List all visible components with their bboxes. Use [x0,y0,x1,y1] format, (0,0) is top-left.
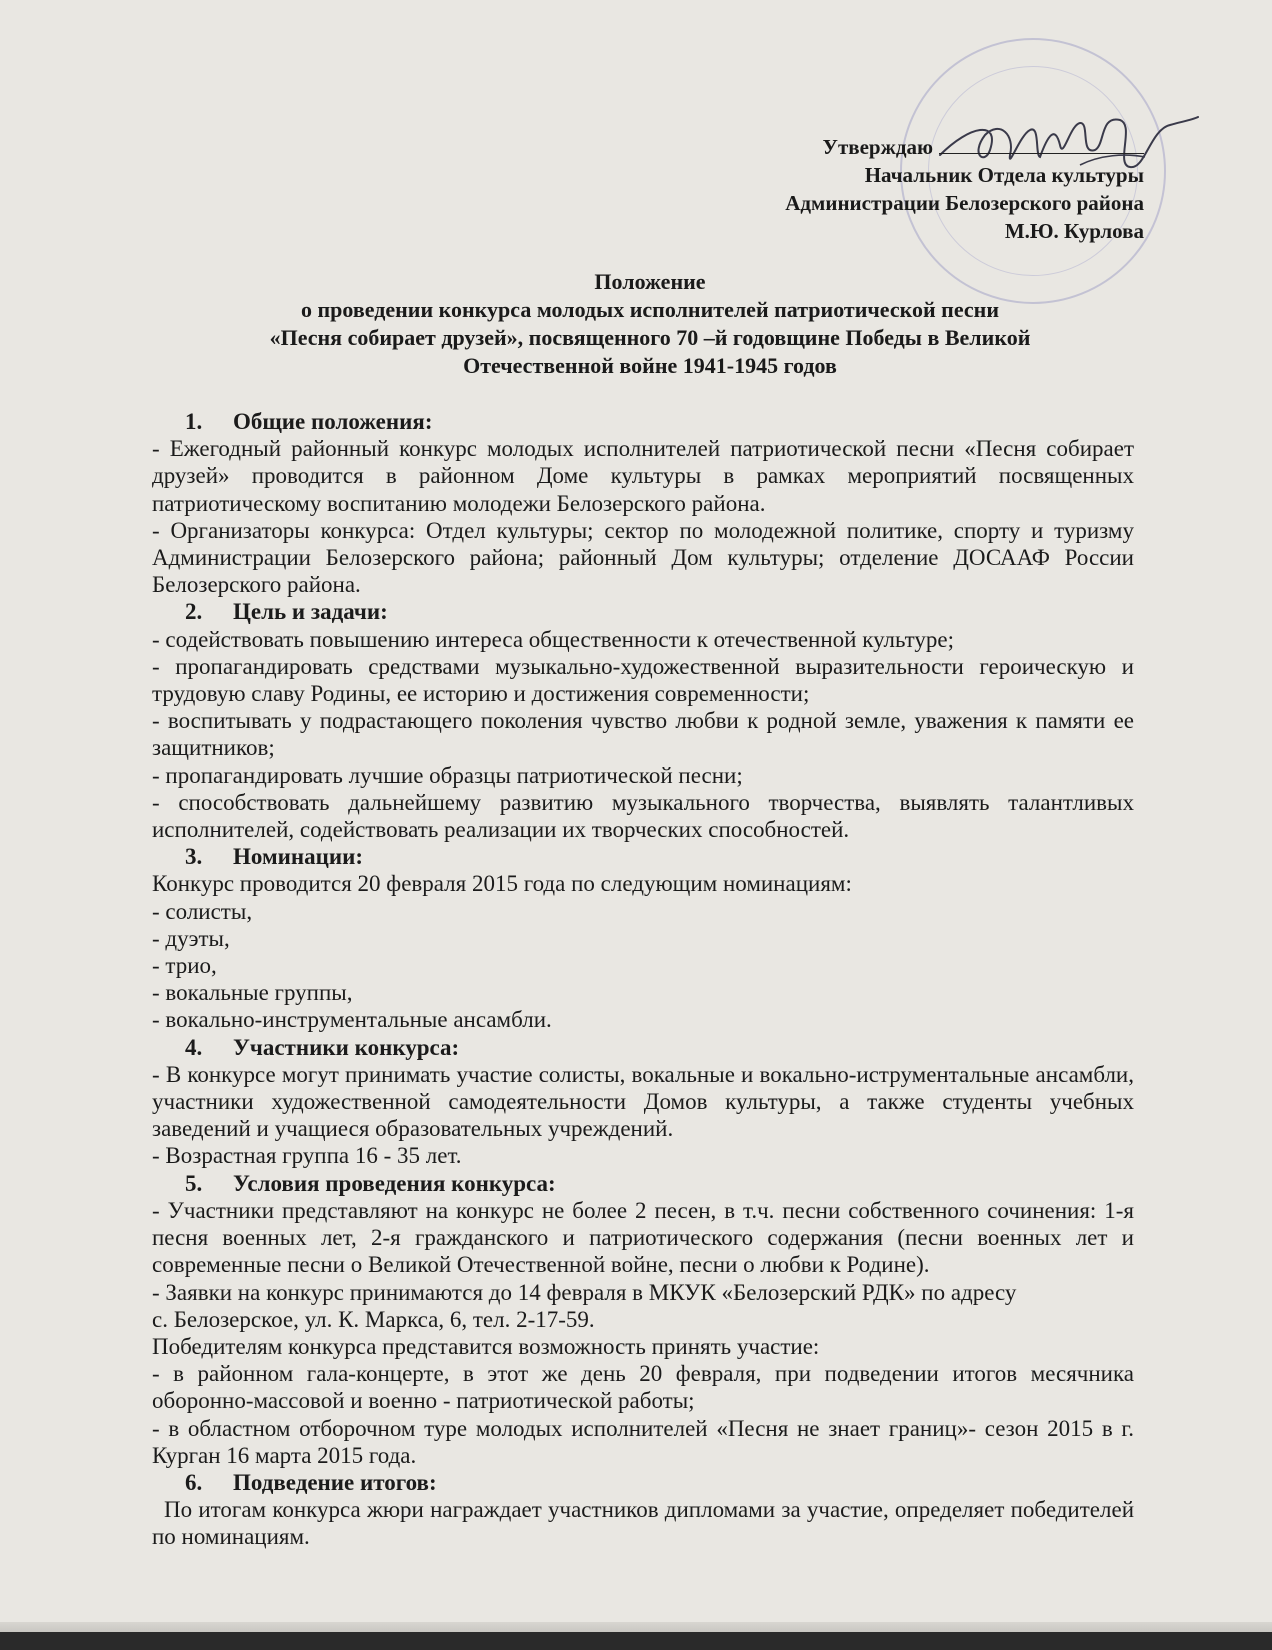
title-line-2: о проведении конкурса молодых исполнителей патриотической песни [300,297,999,322]
approve-label: Утверждаю [822,135,933,159]
document-title [150,268,1150,380]
title-line-3: «Песня собирает друзей», посвященного 70 –й годовщине Победы в Великой [269,325,1031,350]
paragraph: - воспитывать у подрастающего поколения чувство любви к родной земле, уважения к памяти ее защитников; [152,708,1134,761]
paragraph-line: - Заявки на конкурс принимаются до 14 февраля в МКУК «Белозерский РДК» по адресу [152,1279,1017,1305]
list-item: - вокальные группы, [152,980,353,1006]
paragraph: Победителям конкурса представится возможность принять участие: [152,1333,820,1359]
list-item: - солисты, [152,898,253,924]
section-heading-2: 2. Цель и задачи: [185,599,388,625]
paragraph: - В конкурсе могут принимать участие солисты, вокальные и вокально-иструментальные ансамбли, участники художественной самодеятельности Домов культуры, а также студенты учебных заведений и учащиеся образовательных учреждений. [152,1061,1134,1142]
paragraph: По итогам конкурса жюри награждает участников дипломами за участие, определяет победителей по номинациям. [152,1497,1134,1550]
approval-block [785,133,1144,245]
signature-line [939,133,1144,154]
approver-position: Начальник Отдела культуры [864,163,1144,187]
section-heading-4: 4. Участники конкурса: [185,1034,460,1060]
section-heading-5: 5. Условия проведения конкурса: [185,1170,556,1196]
list-item: - трио, [152,953,217,979]
paragraph: - Возрастная группа 16 - 35 лет. [152,1143,462,1169]
paragraph: - Организаторы конкурса: Отдел культуры; сектор по молодежной политике, спорту и туризму Администрации Белозерского района; районный Дом культуры; отделение ДОСААФ России Белозерского района. [152,517,1134,598]
list-item: - дуэты, [152,925,230,951]
paragraph: - содействовать повышению интереса общественности к отечественной культуре; [152,626,954,652]
approver-organization: Администрации Белозерского района [785,191,1144,215]
paragraph: - Участники представляют на конкурс не более 2 песен, в т.ч. песни собственного сочинения: 1-я песня военных лет, 2-я гражданского и патриотического содержания (песни военных лет и современные песни о Великой Отечественной войне, песни о любви к Родине). [152,1197,1134,1278]
approval-line [785,133,1144,161]
approver-name: М.Ю. Курлова [1004,219,1144,243]
paragraph: - способствовать дальнейшему развитию музыкального творчества, выявлять талантливых исполнителей, содействовать реализации их творческих способностей. [152,789,1134,843]
document-body [152,408,1134,1551]
paragraph: - пропагандировать средствами музыкально-художественной выразительности героическую и трудовую славу Родины, ее историю и достижения современности; [152,653,1134,707]
paragraph: Конкурс проводится 20 февраля 2015 года по следующим номинациям: [152,871,852,897]
section-heading-1: 1. Общие положения: [185,409,433,434]
section-heading-6: 6. Подведение итогов: [185,1469,437,1495]
section-heading-3: 3. Номинации: [185,844,364,870]
paragraph: - Ежегодный районный конкурс молодых исполнителей патриотической песни «Песня собирает друзей» проводится в районном Доме культуры в рамках мероприятий посвященных патриотическому воспитанию молодежи Белозерского района. [152,436,1134,516]
paragraph: - в районном гала-концерте, в этот же день 20 февраля, при подведении итогов месячника оборонно-массовой и военно - патриотической работы; [152,1361,1134,1414]
paragraph-line: с. Белозерское, ул. К. Маркса, 6, тел. 2-17-59. [152,1306,595,1332]
list-item: - вокально-инструментальные ансамбли. [152,1007,552,1033]
paragraph: - пропагандировать лучшие образцы патриотической песни; [152,762,743,788]
title-line-4: Отечественной войне 1941-1945 годов [463,353,837,378]
paragraph: - в областном отборочном туре молодых исполнителей «Песня не знает границ»- сезон 2015 в г. Курган 16 марта 2015 года. [152,1415,1134,1468]
title-line-1: Положение [594,269,706,294]
